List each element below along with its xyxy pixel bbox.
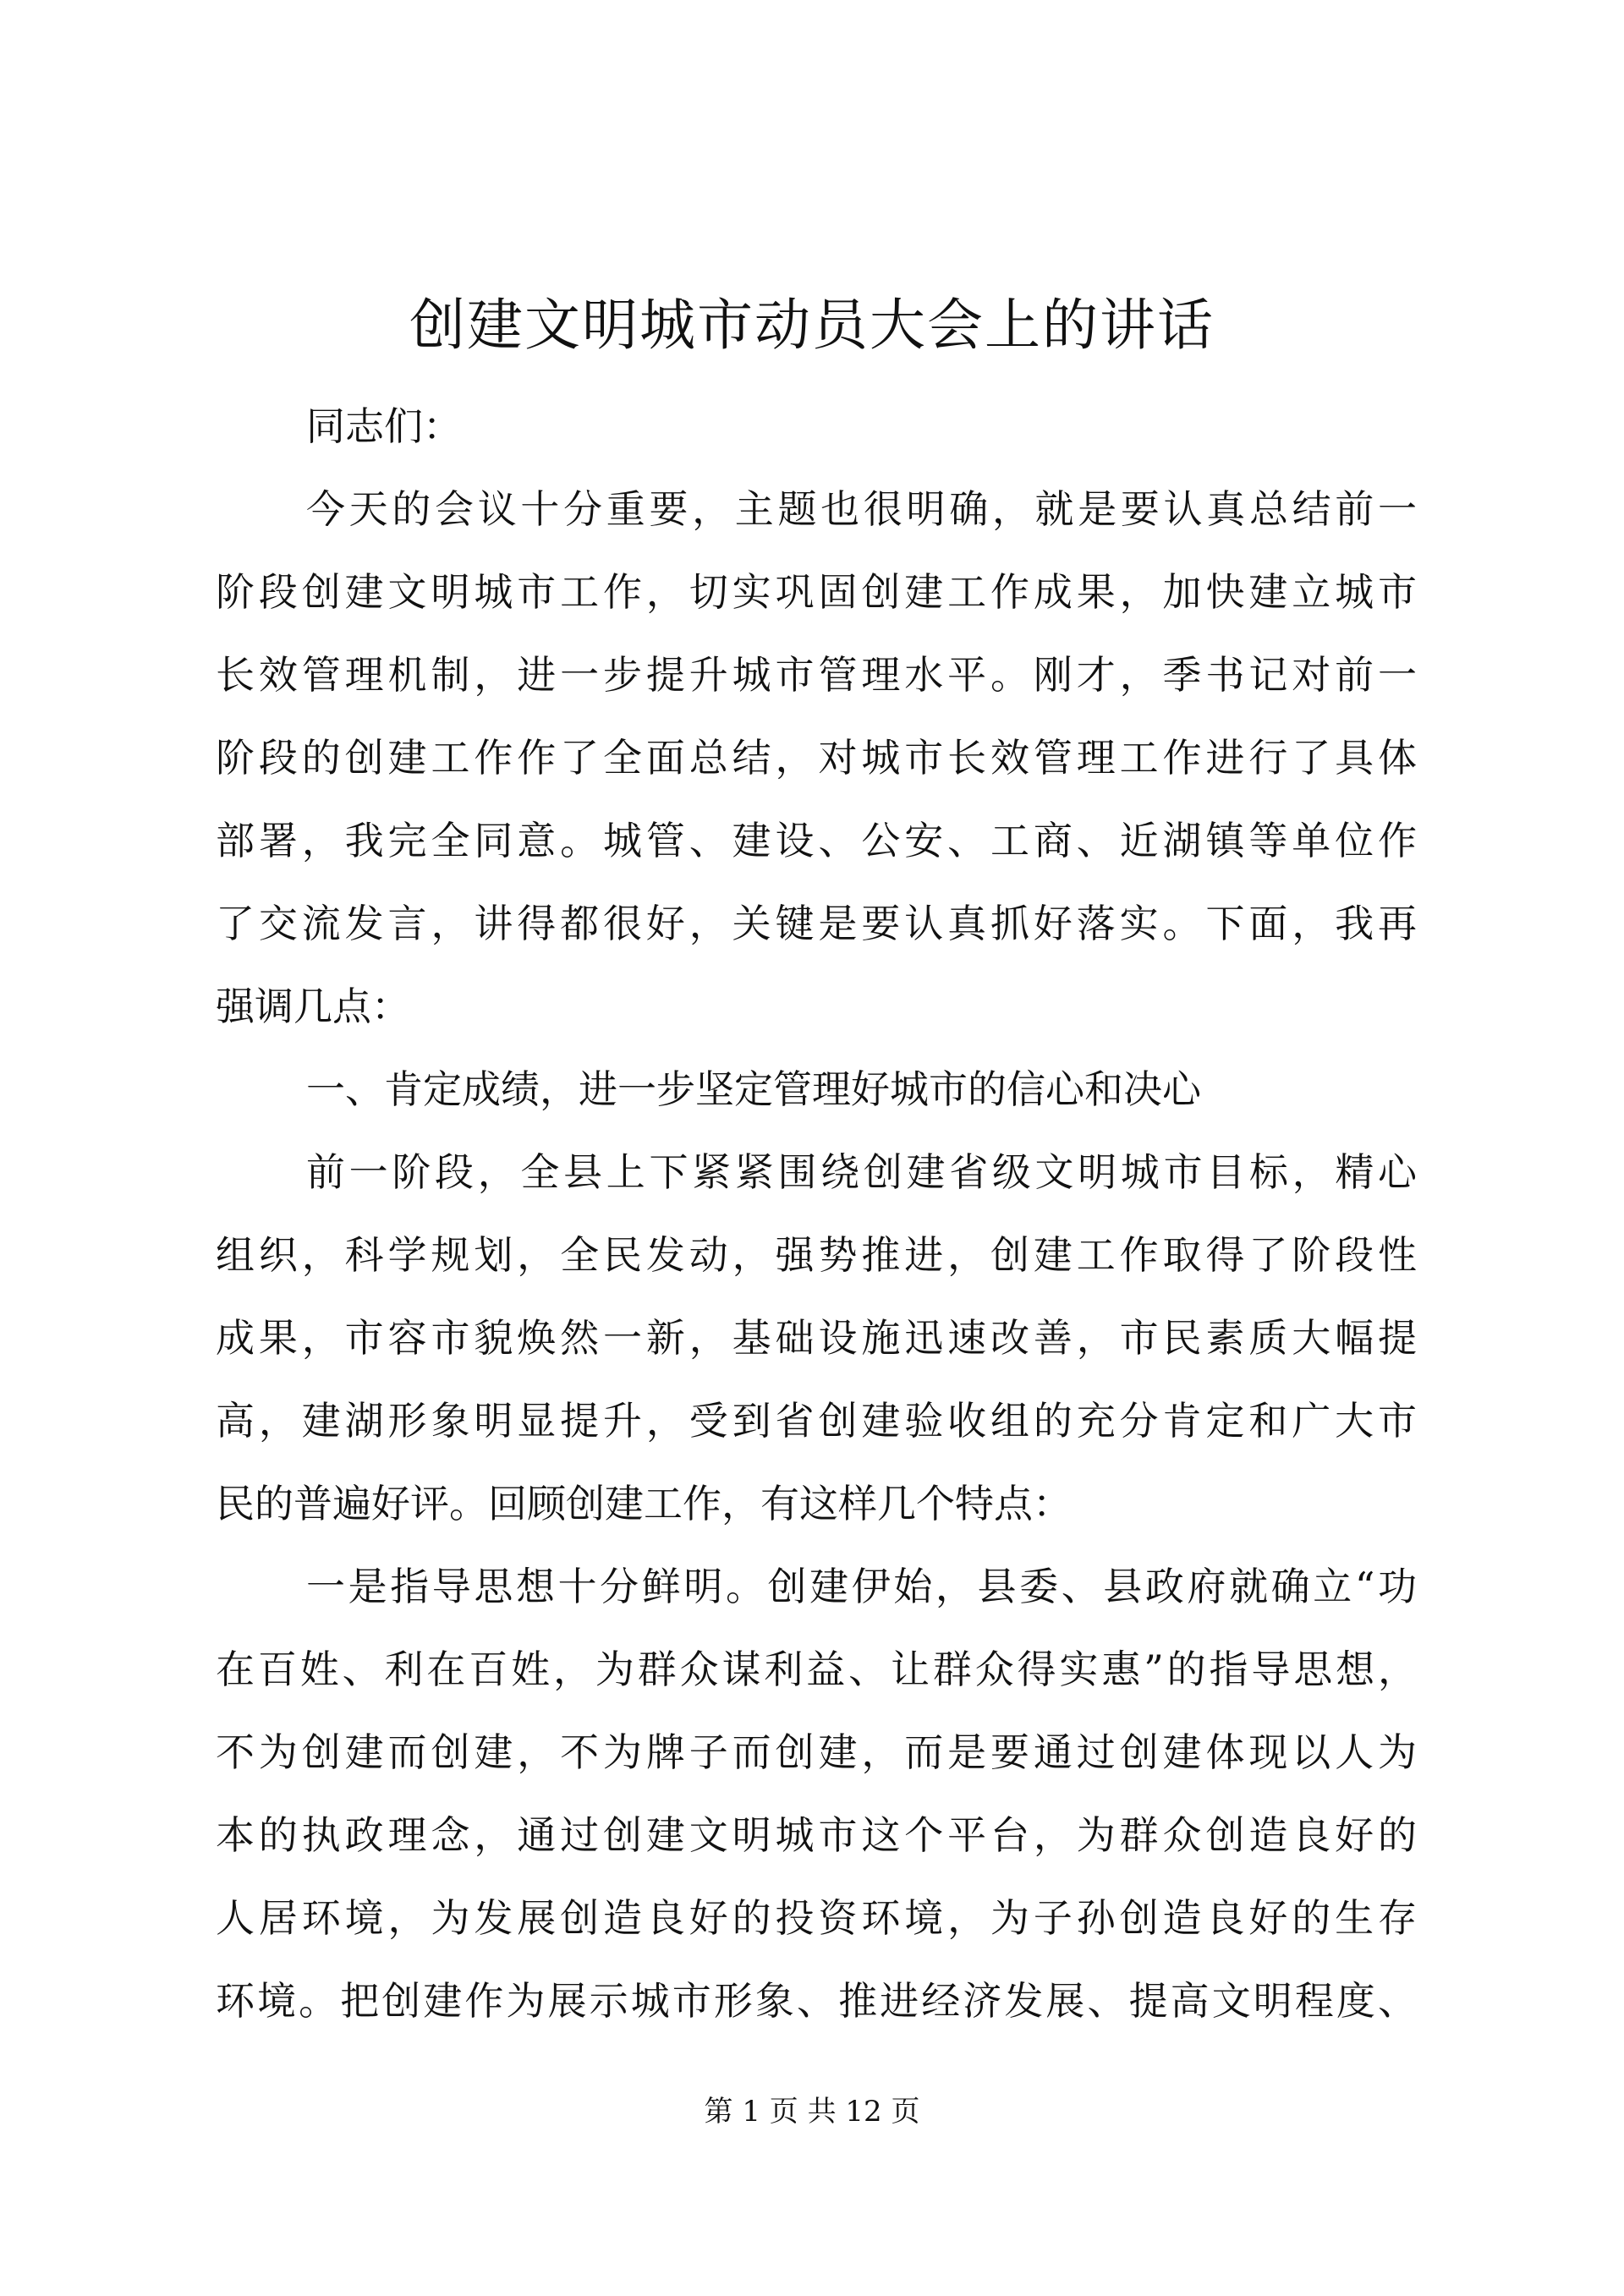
page-footer: 第 1 页 共 12 页 [704,2095,920,2129]
paragraph-line: 民的普遍好评。回顾创建工作，有这样几个特点： [216,1481,1072,1526]
document-title: 创建文明城市动员大会上的讲话 [409,293,1215,358]
paragraph-line: 了交流发言，讲得都很好，关键是要认真抓好落实。下面，我再 [216,901,1417,946]
paragraph-line: 在百姓、利在百姓，为群众谋利益、让群众得实惠”的指导思想， [216,1647,1417,1692]
paragraph-line: 阶段创建文明城市工作，切实巩固创建工作成果，加快建立城市 [216,569,1417,615]
paragraph-line: 同志们： [306,403,462,449]
paragraph-line: 组织，科学规划，全民发动，强势推进，创建工作取得了阶段性 [216,1232,1417,1278]
paragraph-line: 高，建湖形象明显提升，受到省创建验收组的充分肯定和广大市 [216,1398,1417,1444]
paragraph-line: 成果，市容市貌焕然一新，基础设施迅速改善，市民素质大幅提 [216,1315,1417,1361]
paragraph-line: 不为创建而创建，不为牌子而创建，而是要通过创建体现以人为 [216,1729,1417,1775]
paragraph-line: 强调几点： [216,984,410,1029]
paragraph-line: 阶段的创建工作作了全面总结，对城市长效管理工作进行了具体 [216,735,1417,781]
paragraph-line: 环境。把创建作为展示城市形象、推进经济发展、提高文明程度、 [216,1978,1417,2024]
paragraph-line: 本的执政理念，通过创建文明城市这个平台，为群众创造良好的 [216,1812,1417,1858]
paragraph-line: 一、肯定成绩，进一步坚定管理好城市的信心和决心 [306,1066,1201,1112]
paragraph-line: 人居环境，为发展创造良好的投资环境，为子孙创造良好的生存 [216,1895,1417,1941]
paragraph-line: 前一阶段，全县上下紧紧围绕创建省级文明城市目标，精心 [306,1149,1417,1195]
paragraph-line: 今天的会议十分重要，主题也很明确，就是要认真总结前一 [306,486,1417,532]
paragraph-line: 部署，我完全同意。城管、建设、公安、工商、近湖镇等单位作 [216,818,1417,863]
paragraph-line: 长效管理机制，进一步提升城市管理水平。刚才，季书记对前一 [216,652,1417,698]
document-body [216,385,1417,2042]
paragraph-line: 一是指导思想十分鲜明。创建伊始，县委、县政府就确立“功 [306,1564,1417,1609]
